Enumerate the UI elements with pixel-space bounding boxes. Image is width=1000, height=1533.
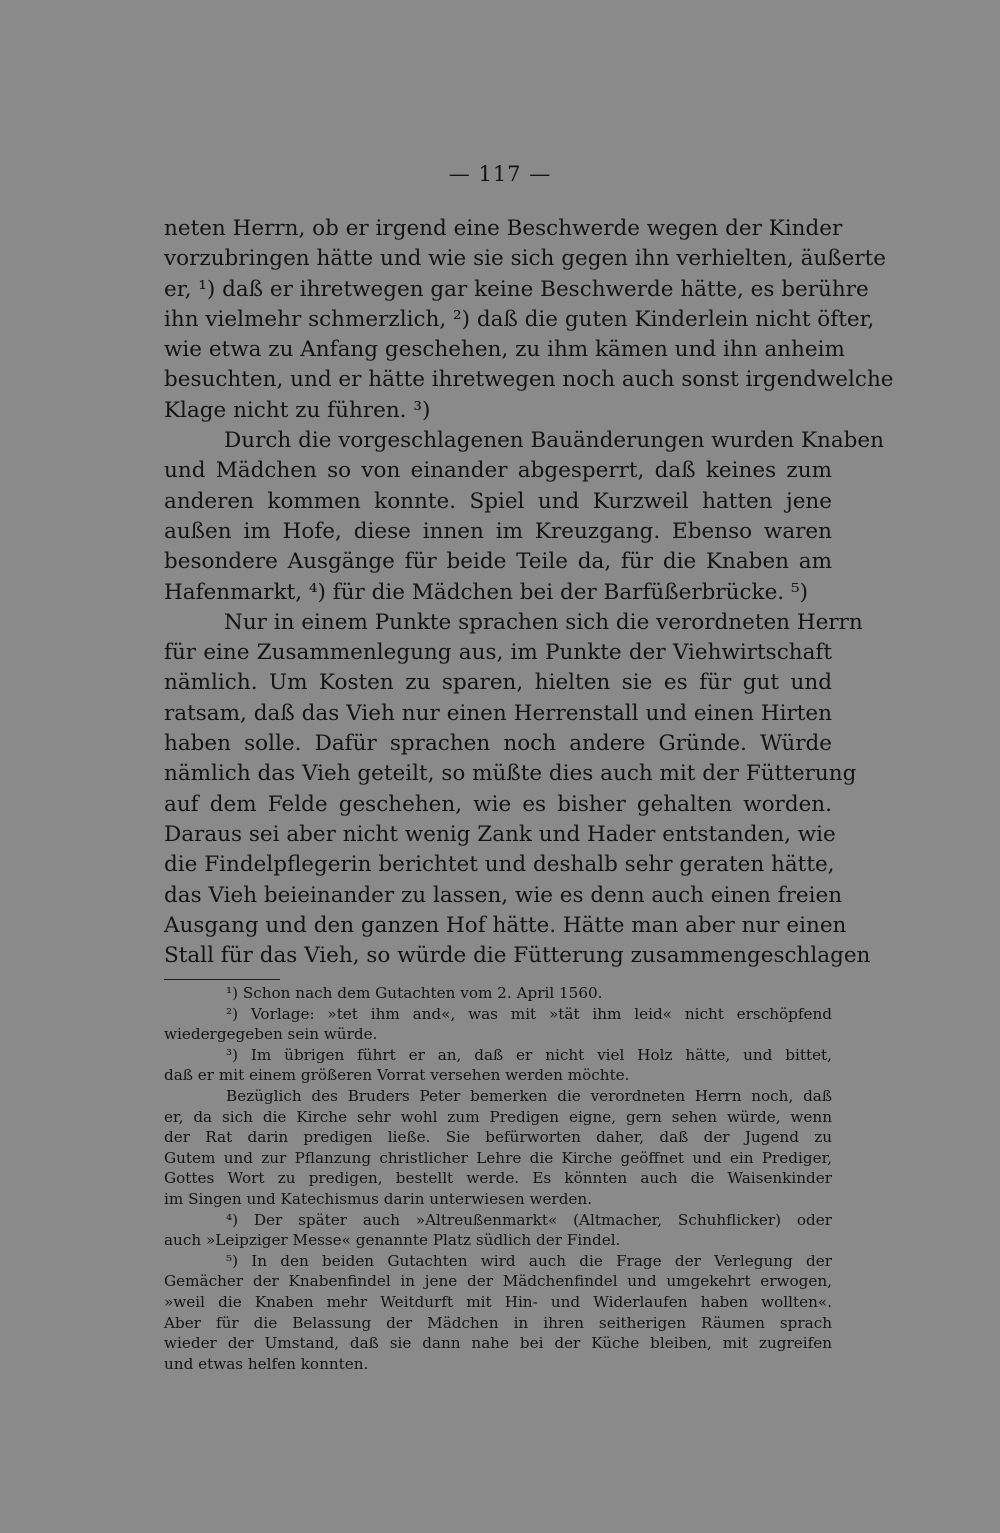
footnote-line: ²) Vorlage: »tet ihm and«, was mit »tät ihm leid« nicht erschöpfend [226,1004,832,1023]
text-line: außen im Hofe, diese innen im Kreuzgang. Ebenso waren [164,518,832,544]
footnote-line: Bezüglich des Bruders Peter bemerken die verordneten Herrn noch, daß [226,1086,832,1105]
footnote-line: im Singen und Katechismus darin unterwiesen werden. [164,1189,593,1208]
footnote-line: Gemächer der Knabenfindel in jene der Mädchenfindel und umgekehrt erwogen, [164,1272,832,1291]
text-line: besondere Ausgänge für beide Teile da, für die Knaben am [164,549,832,575]
footnote-line: ⁴) Der später auch »Altreußenmarkt« (Altmacher, Schuhflicker) oder [226,1210,832,1229]
text-line: wie etwa zu Anfang geschehen, zu ihm kämen und ihn anheim [164,337,845,363]
text-line: Stall für das Vieh, so würde die Fütterung zusammengeschlagen [164,943,871,969]
text-line: anderen kommen konnte. Spiel und Kurzweil hatten jene [164,488,832,514]
page-number: — 117 — [448,162,552,186]
text-line: und Mädchen so von einander abgesperrt, daß keines zum [164,458,832,484]
footnote-line: ³) Im übrigen führt er an, daß er nicht viel Holz hätte, und bittet, [226,1045,832,1064]
text-line: neten Herrn, ob er irgend eine Beschwerde wegen der Kinder [164,216,843,241]
footnote-line: »weil die Knaben mehr Weitdurft mit Hin- und Widerlaufen haben wollten«. [164,1292,832,1311]
text-line: Klage nicht zu führen. ³) [164,397,431,423]
text-line: Durch die vorgeschlagenen Bauänderungen wurden Knaben [224,428,885,454]
footnote-line: wieder der Umstand, daß sie dann nahe bei der Küche bleiben, mit zugreifen [164,1334,832,1353]
text-line: für eine Zusammenlegung aus, im Punkte der Viehwirtschaft [164,640,832,666]
text-line: ratsam, daß das Vieh nur einen Herrenstall und einen Hirten [164,700,832,726]
text-line: nämlich. Um Kosten zu sparen, hielten sie es für gut und [164,670,832,696]
text-line: Ausgang und den ganzen Hof hätte. Hätte man aber nur einen [164,912,847,938]
footnote-line: Aber für die Belassung der Mädchen in ihren seitherigen Räumen sprach [164,1313,832,1332]
text-line: Nur in einem Punkte sprachen sich die verordneten Herrn [224,609,863,635]
text-line: Daraus sei aber nicht wenig Zank und Hader entstanden, wie [164,821,836,847]
footnote-line: Gottes Wort zu predigen, bestellt werde. Es könnten auch die Waisenkinder [164,1169,832,1188]
footnote-line: der Rat darin predigen ließe. Sie befürworten daher, daß der Jugend zu [164,1128,832,1147]
text-line: besuchten, und er hätte ihretwegen noch auch sonst irgendwelche [164,367,894,393]
footnote-line: ¹) Schon nach dem Gutachten vom 2. April 1560. [226,984,603,1002]
footnote-line: auch »Leipziger Messe« genannte Platz südlich der Findel. [164,1231,621,1250]
footnote-line: wiedergegeben sein würde. [164,1025,378,1044]
footnote-line: er, da sich die Kirche sehr wohl zum Predigen eigne, gern sehen würde, wenn [164,1107,832,1126]
footnote-line: Gutem und zur Pflanzung christlicher Lehre die Kirche geöffnet und ein Prediger, [164,1148,832,1167]
footnote-line: ⁵) In den beiden Gutachten wird auch die Frage der Verlegung der [226,1251,832,1270]
footnotes [164,983,832,1374]
text-line: vorzubringen hätte und wie sie sich gegen ihn verhielten, äußerte [164,246,887,272]
text-line: er, ¹) daß er ihretwegen gar keine Beschwerde hätte, es berühre [164,276,869,302]
text-line: nämlich das Vieh geteilt, so müßte dies auch mit der Fütterung [164,761,857,787]
footnote-divider [164,979,280,980]
text-line: ihn vielmehr schmerzlich, ²) daß die guten Kinderlein nicht öfter, [164,306,875,332]
main-text [164,214,894,971]
text-line: die Findelpflegerin berichtet und deshalb sehr geraten hätte, [164,852,835,878]
text-line: haben solle. Dafür sprachen noch andere Gründe. Würde [164,731,832,757]
footnote-line: daß er mit einem größeren Vorrat versehen werden möchte. [164,1066,630,1085]
text-line: Hafenmarkt, ⁴) für die Mädchen bei der Barfüßerbrücke. ⁵) [164,579,808,605]
text-line: auf dem Felde geschehen, wie es bisher gehalten worden. [164,791,832,817]
footnote-line: und etwas helfen konnten. [164,1354,369,1373]
text-line: das Vieh beieinander zu lassen, wie es denn auch einen freien [164,882,843,908]
